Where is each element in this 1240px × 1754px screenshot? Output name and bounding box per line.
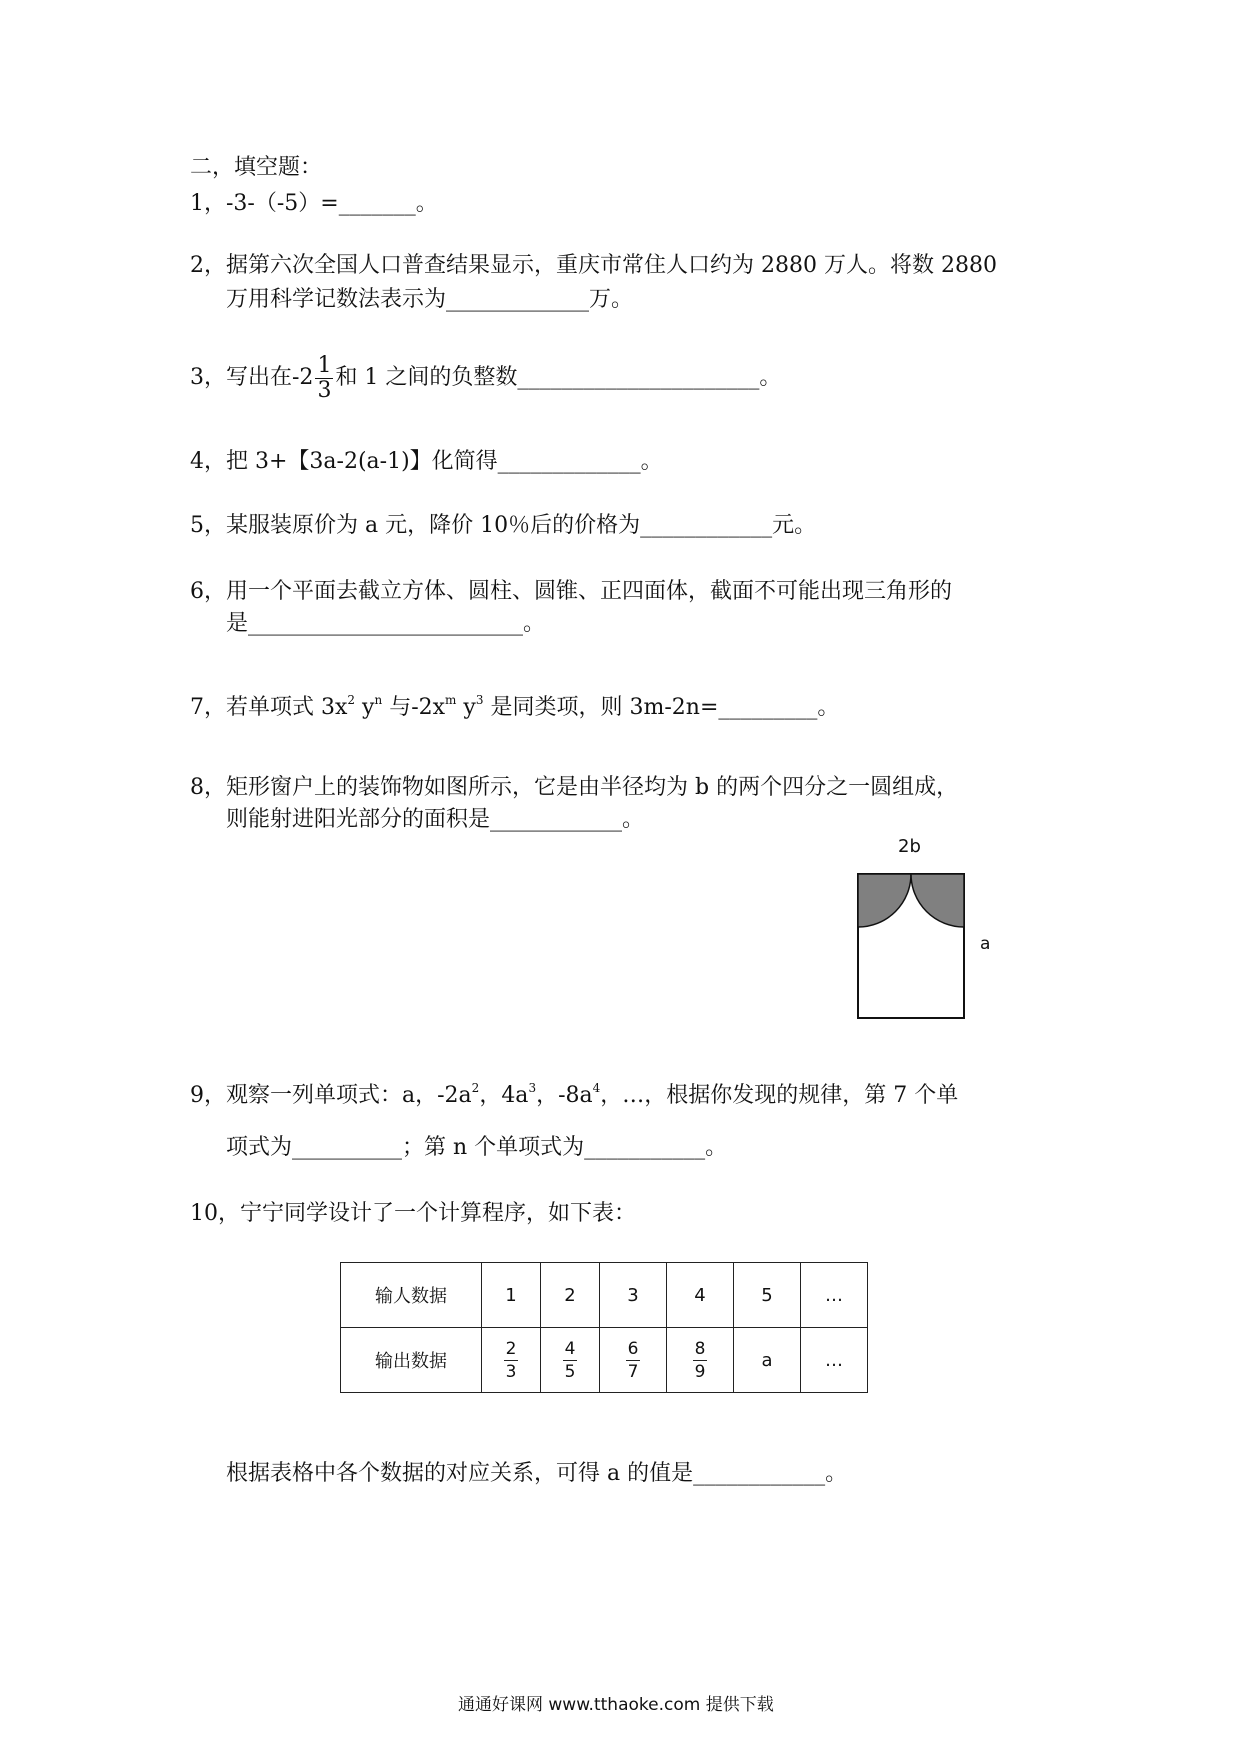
input-cell: 3 xyxy=(600,1263,667,1328)
program-table xyxy=(340,1262,868,1393)
question-2-line-2: 万用科学记数法表示为_____________万。 xyxy=(226,287,634,312)
figure-label-2b: 2b xyxy=(898,836,921,857)
question-10: 10，宁宁同学设计了一个计算程序，如下表： xyxy=(190,1201,636,1226)
q7-part: y xyxy=(456,695,476,720)
output-fraction xyxy=(693,1338,708,1383)
question-4: 4，把 3+【3a-2(a-1)】化简得_____________。 xyxy=(190,449,663,474)
input-cell: 1 xyxy=(482,1263,541,1328)
q9-exp: 4 xyxy=(592,1081,601,1095)
question-9-line-2: 项式为__________；第 n 个单项式为___________。 xyxy=(226,1135,728,1160)
input-cell: … xyxy=(801,1263,868,1328)
q9-exp: 3 xyxy=(528,1081,537,1095)
input-cell: 5 xyxy=(734,1263,801,1328)
question-6-line-1: 6，用一个平面去截立方体、圆柱、圆锥、正四面体，截面不可能出现三角形的 xyxy=(190,579,952,604)
table-row-output xyxy=(341,1328,868,1393)
output-fraction xyxy=(626,1338,641,1383)
fraction-denominator: 5 xyxy=(564,1361,576,1382)
fraction-denominator: 3 xyxy=(505,1361,517,1382)
question-2-line-1: 2，据第六次全国人口普查结果显示，重庆市常住人口约为 2880 万人。将数 2880 xyxy=(190,253,997,278)
q9-part: ，-8a xyxy=(536,1083,593,1108)
output-cell: … xyxy=(801,1328,868,1393)
question-8-line-1: 8，矩形窗户上的装饰物如图所示，它是由半径均为 b 的两个四分之一圆组成， xyxy=(190,775,959,800)
question-3-after: 和 1 之间的负整数______________________。 xyxy=(335,365,782,390)
q7-exp: 2 xyxy=(347,693,356,707)
output-cell xyxy=(667,1328,734,1393)
fraction-numerator: 2 xyxy=(505,1338,517,1359)
q7-part: 是同类项，则 3m-2n=_________。 xyxy=(483,695,840,720)
output-fraction xyxy=(504,1338,519,1383)
footer: 通通好课网 www.tthaoke.com 提供下载 xyxy=(458,1695,774,1715)
q9-part: ，4a xyxy=(479,1083,529,1108)
question-10-followup: 根据表格中各个数据的对应关系，可得 a 的值是____________。 xyxy=(226,1461,848,1486)
output-cell xyxy=(600,1328,667,1393)
fraction-numerator: 1 xyxy=(317,352,332,378)
table-row-input xyxy=(341,1263,868,1328)
input-label-cell: 输人数据 xyxy=(341,1263,482,1328)
fraction-denominator: 3 xyxy=(317,377,332,403)
q9-part: ，…，根据你发现的规律，第 7 个单 xyxy=(600,1083,959,1108)
q9-exp: 2 xyxy=(471,1081,480,1095)
q7-part: 7，若单项式 3x xyxy=(190,695,348,720)
q7-part: 与-2x xyxy=(382,695,446,720)
fraction-numerator: 4 xyxy=(564,1338,576,1359)
question-3 xyxy=(190,352,781,404)
question-8-line-2: 则能射进阳光部分的面积是____________。 xyxy=(226,807,645,832)
question-6-line-2: 是_________________________。 xyxy=(226,611,546,636)
q7-exp: n xyxy=(374,693,383,707)
output-cell xyxy=(482,1328,541,1393)
output-label-cell: 输出数据 xyxy=(341,1328,482,1393)
window-figure xyxy=(846,846,970,1020)
fraction-numerator: 8 xyxy=(694,1338,706,1359)
question-1: 1，-3-（-5）=_______。 xyxy=(190,191,438,216)
q7-exp: m xyxy=(445,693,457,707)
q7-part: y xyxy=(355,695,375,720)
question-7 xyxy=(190,694,839,722)
question-5: 5，某服装原价为 a 元，降价 10％后的价格为____________元。 xyxy=(190,513,817,538)
fraction-denominator: 9 xyxy=(694,1361,706,1382)
fraction-denominator: 7 xyxy=(627,1361,639,1382)
fraction-numerator: 6 xyxy=(627,1338,639,1359)
output-cell xyxy=(541,1328,600,1393)
section-title: 二，填空题： xyxy=(190,155,323,180)
output-fraction xyxy=(563,1338,578,1383)
fraction-one-third xyxy=(315,354,333,403)
output-cell-a: a xyxy=(734,1328,801,1393)
input-cell: 2 xyxy=(541,1263,600,1328)
question-9-line-1 xyxy=(190,1082,958,1110)
question-3-before: 3，写出在-2 xyxy=(190,365,314,390)
q7-exp: 3 xyxy=(475,693,484,707)
q9-part: 9，观察一列单项式：a，-2a xyxy=(190,1083,472,1108)
figure-label-a: a xyxy=(980,934,991,954)
input-cell: 4 xyxy=(667,1263,734,1328)
